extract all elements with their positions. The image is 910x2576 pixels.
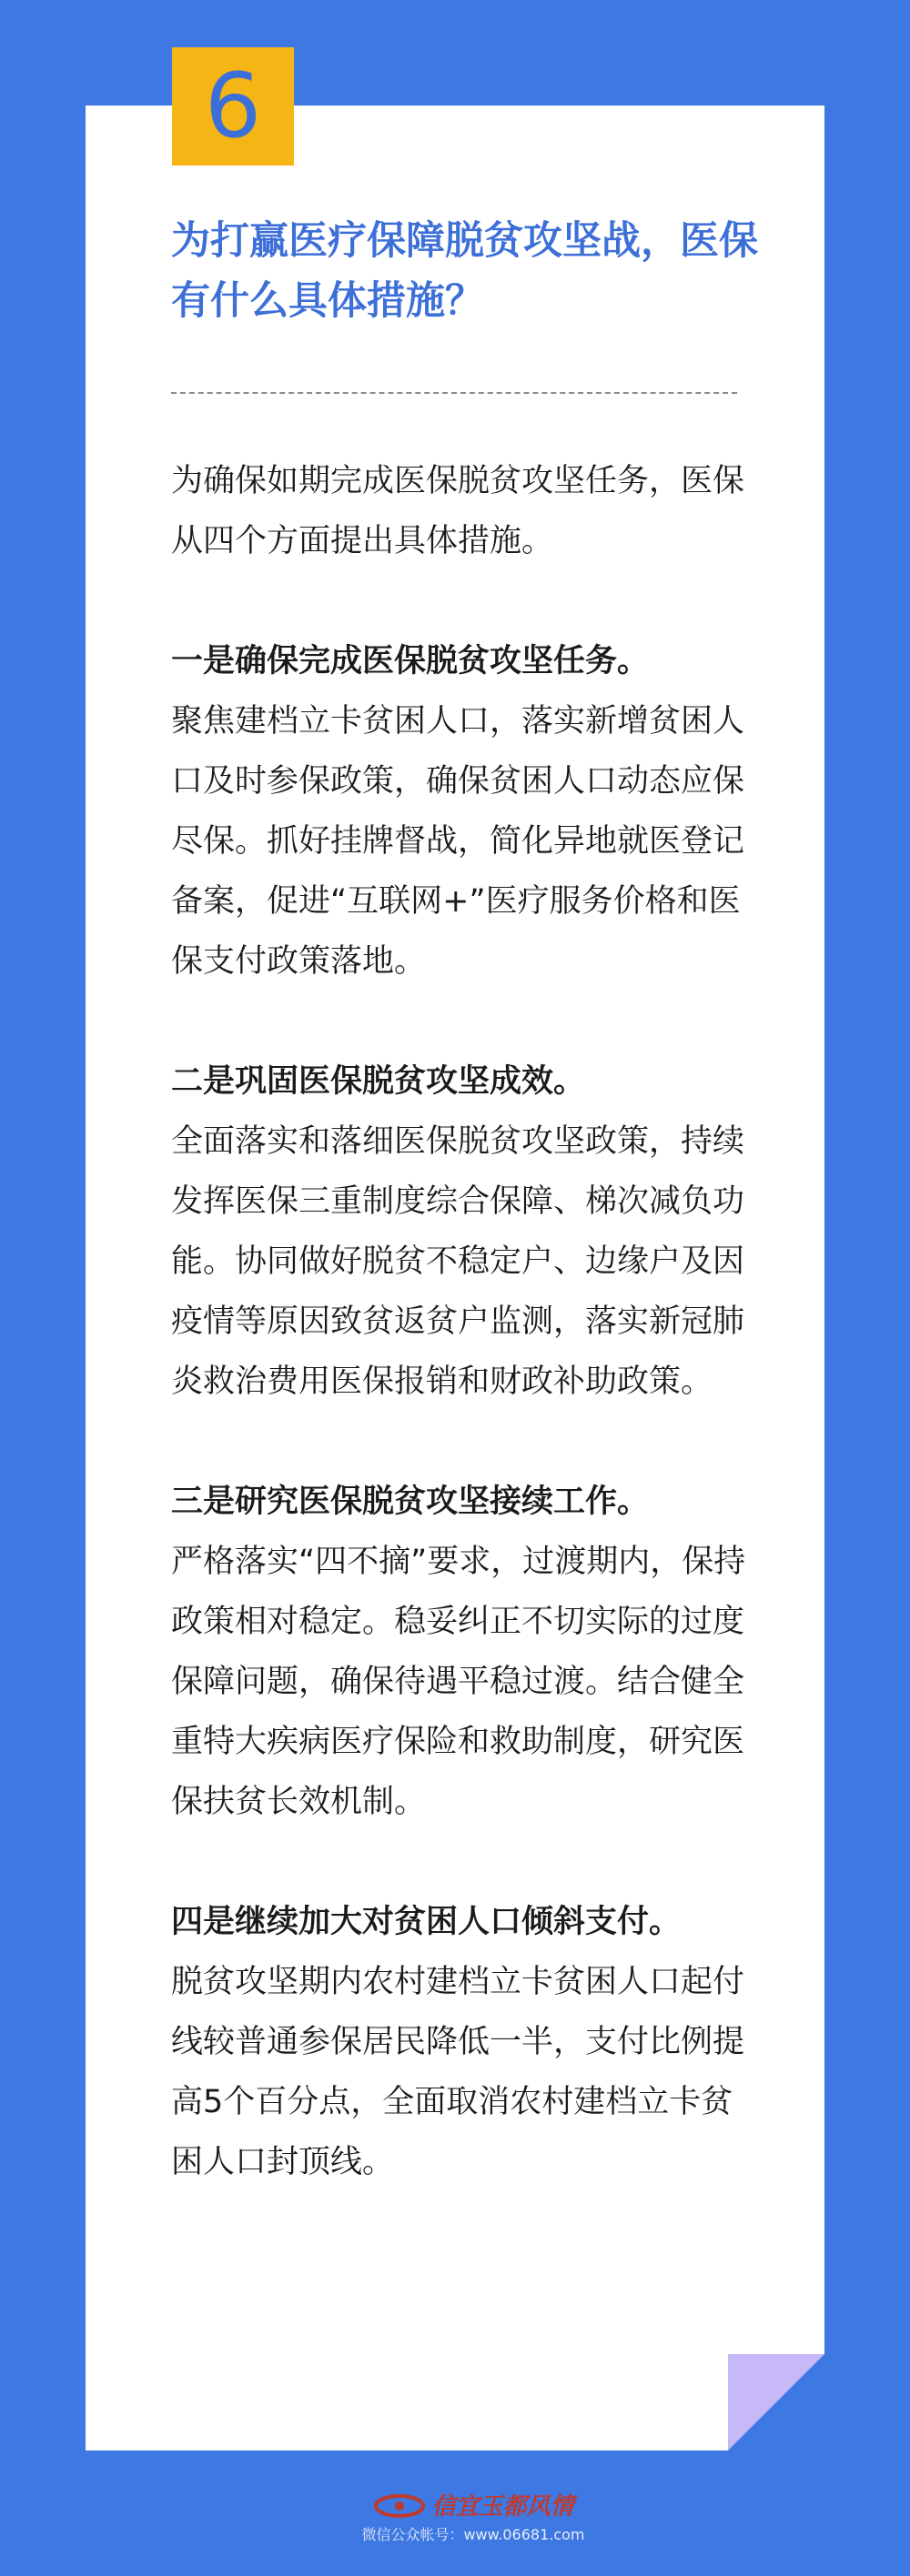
section-heading: 二是巩固医保脱贫攻坚成效。 xyxy=(171,1063,586,1100)
section-heading: 四是继续加大对贫困人口倾斜支付。 xyxy=(171,1904,682,1940)
section-text: 聚焦建档立卡贫困人口，落实新增贫困人口及时参保政策，确保贫困人口动态应保尽保。抓好挂牌督战，简化异地就医登记备案，促进“互联网+”医疗服务价格和医保支付政策落地。 xyxy=(171,703,745,980)
watermark xyxy=(328,2488,619,2544)
watermark-logo-icon xyxy=(372,2491,427,2519)
watermark-name: 信宜玉都风情 xyxy=(431,2493,574,2521)
number-badge: 6 xyxy=(172,47,294,166)
watermark-caption: 微信公众帐号：www.06681.com xyxy=(361,2526,585,2543)
section-2 xyxy=(171,1052,746,1412)
folded-corner xyxy=(728,2354,824,2450)
section-text: 脱贫攻坚期内农村建档立卡贫困人口起付线较普通参保居民降低一半，支付比例提高5个百分点，全面取消农村建档立卡贫困人口封顶线。 xyxy=(171,1964,745,2180)
intro-paragraph: 为确保如期完成医保脱贫攻坚任务，医保从四个方面提出具体措施。 xyxy=(171,463,745,559)
section-heading: 三是研究医保脱贫攻坚接续工作。 xyxy=(171,1484,650,1520)
section-text: 全面落实和落细医保脱贫攻坚政策，持续发挥医保三重制度综合保障、梯次减负功能。协同做好脱贫不稳定户、边缘户及因疫情等原因致贫返贫户监测，落实新冠肺炎救治费用医保报销和财政补助政策。 xyxy=(171,1123,745,1400)
section-1 xyxy=(171,631,746,991)
folded-corner-flap xyxy=(728,2354,824,2450)
page-title: 为打赢医疗保障脱贫攻坚战，医保有什么具体措施？ xyxy=(171,218,758,324)
article-body xyxy=(171,451,746,2192)
section-4 xyxy=(171,1892,746,2192)
section-text: 严格落实“四不摘”要求，过渡期内，保持政策相对稳定。稳妥纠正不切实际的过度保障问题，确保待遇平稳过渡。结合健全重特大疾病医疗保险和救助制度，研究医保扶贫长效机制。 xyxy=(171,1544,746,1820)
section-heading: 一是确保完成医保脱贫攻坚任务。 xyxy=(171,643,650,679)
dashed-divider xyxy=(171,392,737,394)
section-3 xyxy=(171,1472,746,1832)
